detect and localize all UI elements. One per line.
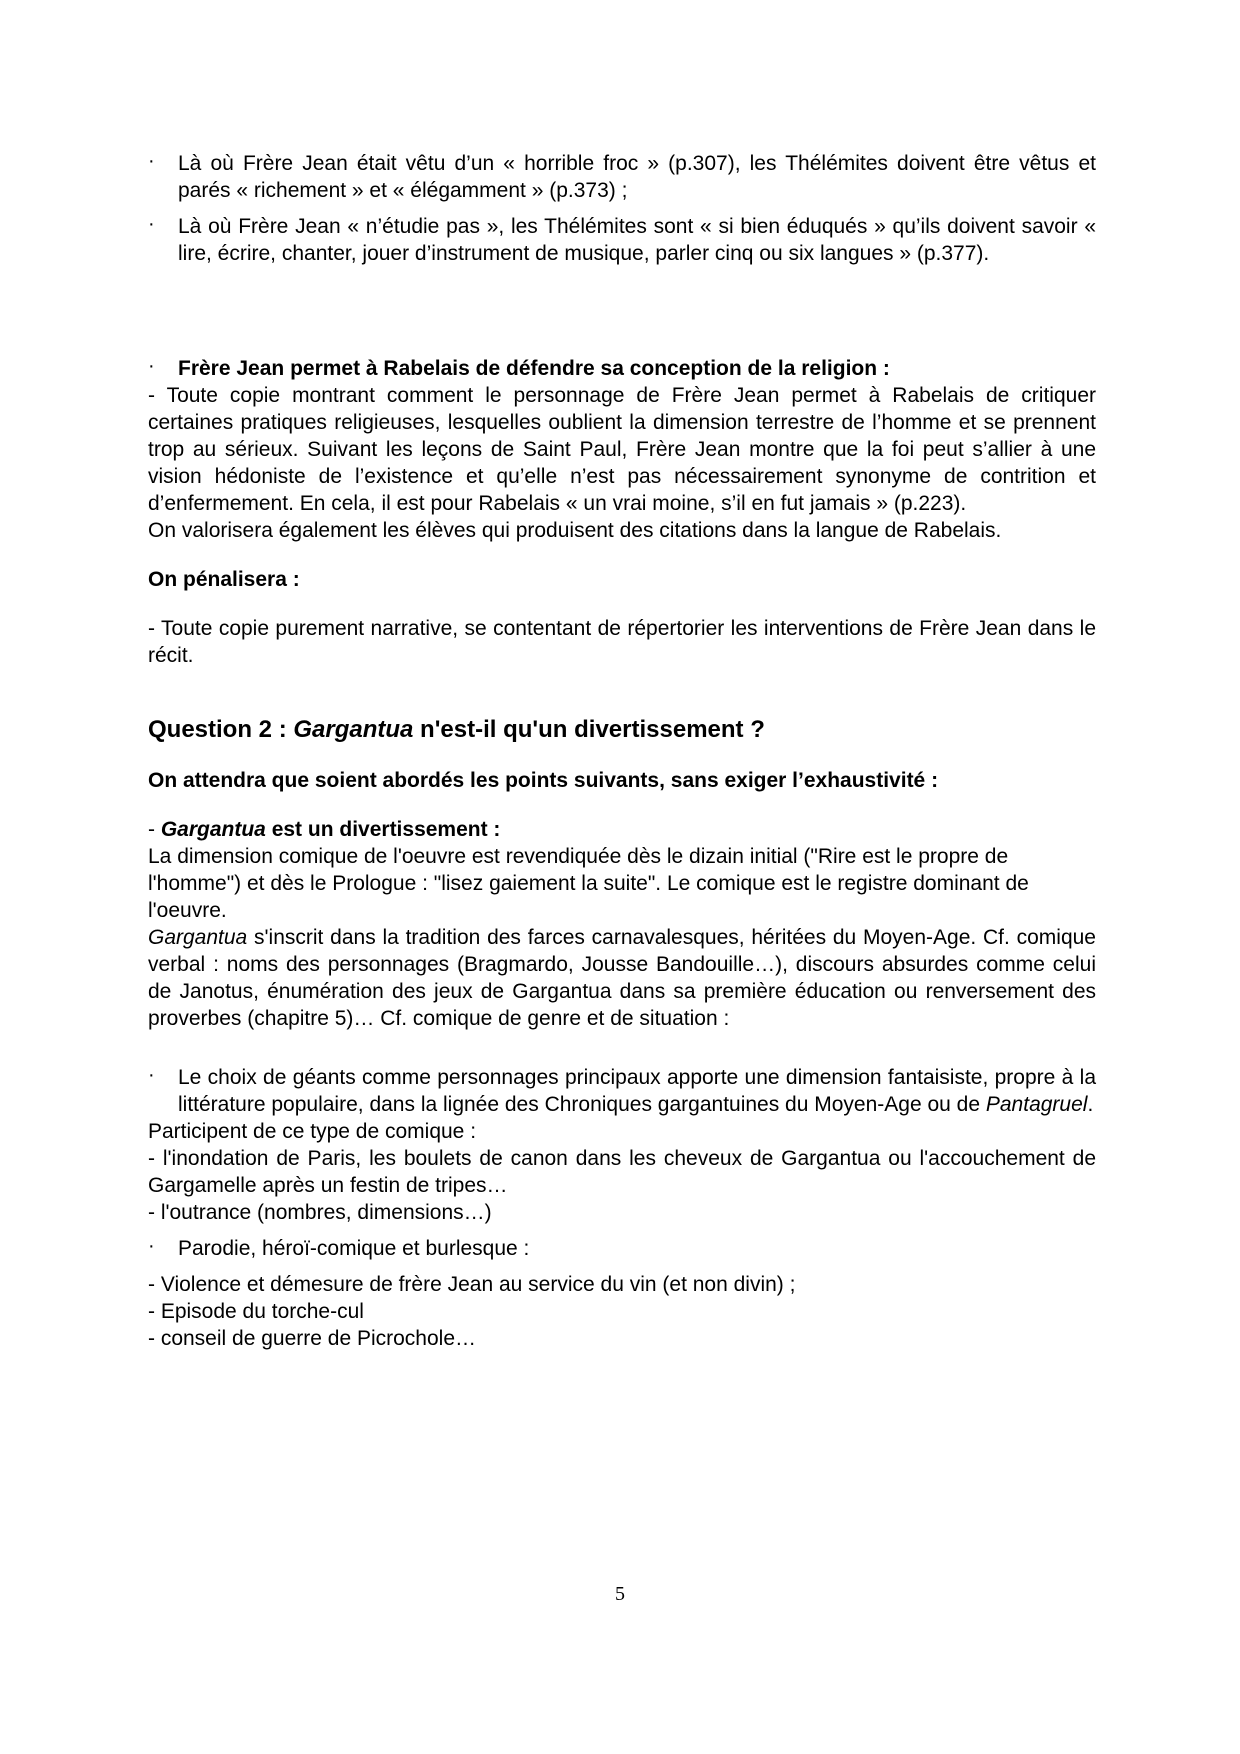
bullet-dot: · [148, 150, 155, 172]
giants-bullet [148, 1064, 1096, 1118]
bullet-item [148, 150, 1096, 204]
parody-line: - Violence et démesure de frère Jean au service du vin (et non divin) ; [148, 1273, 796, 1296]
parody-text: Parodie, héroï-comique et burlesque : [178, 1237, 530, 1260]
divertissement-para-2: Gargantua s'inscrit dans la tradition des farces carnavalesques, héritées du Moyen-Age. Cf. comique verbal : noms des personnages (Bragmardo, Jousse Bandouille…), discours absurdes comme celui de Janotus, énumération des jeux de Gargantua dans sa première éducation ou renversement des proverbes (chapitre 5)… Cf. comique de genre et de situation : [148, 926, 1096, 1030]
bullet-dot: · [148, 213, 155, 235]
bullet-dot: · [148, 1064, 155, 1086]
giants-line: Participent de ce type de comique : [148, 1120, 477, 1143]
religion-extra: On valorisera également les élèves qui produisent des citations dans la langue de Rabelais. [148, 519, 1002, 542]
document-body [148, 150, 1096, 1352]
divertissement-para-1: La dimension comique de l'oeuvre est revendiquée dès le dizain initial ("Rire est le propre de l'homme") et dès le Prologue : "lisez gaiement la suite". Le comique est le registre dominant de l'oeuvre. [148, 845, 1029, 922]
giants-text: Le choix de géants comme personnages principaux apporte une dimension fantaisiste, propre à la littérature populaire, dans la lignée des Chroniques gargantuines du Moyen-Age ou de Pantagruel. [178, 1066, 1096, 1116]
bullet-item [148, 213, 1096, 267]
religion-heading: Frère Jean permet à Rabelais de défendre sa conception de la religion : [178, 357, 890, 380]
bullet-dot: · [148, 1235, 155, 1257]
giants-line: - l'inondation de Paris, les boulets de canon dans les cheveux de Gargantua ou l'accouchement de Gargamelle après un festin de tripes… [148, 1147, 1096, 1197]
penalty-heading: On pénalisera : [148, 568, 300, 591]
divertissement-heading: - Gargantua est un divertissement : [148, 818, 501, 841]
parody-line: - conseil de guerre de Picrochole… [148, 1327, 477, 1350]
bullet-text: Là où Frère Jean était vêtu d’un « horrible froc » (p.307), les Thélémites doivent être vêtus et parés « richement » et « élégamment » (p.373) ; [178, 152, 1096, 202]
page-number: 5 [615, 1583, 625, 1605]
question-2-title: Question 2 : Gargantua n'est-il qu'un divertissement ? [148, 716, 765, 743]
bullet-text: Là où Frère Jean « n’étudie pas », les Thélémites sont « si bien éduqués » qu’ils doivent savoir « lire, écrire, chanter, jouer d’instrument de musique, parler cinq ou six langues » (p.377). [178, 215, 1096, 265]
bullet-dot: · [148, 355, 155, 377]
parody-bullet [148, 1235, 1096, 1262]
religion-heading-item [148, 355, 1096, 382]
expectations-heading: On attendra que soient abordés les points suivants, sans exiger l’exhaustivité : [148, 769, 939, 792]
penalty-text: - Toute copie purement narrative, se contentant de répertorier les interventions de Frère Jean dans le récit. [148, 617, 1096, 667]
parody-line: - Episode du torche-cul [148, 1300, 364, 1323]
giants-line: - l'outrance (nombres, dimensions…) [148, 1201, 492, 1224]
religion-paragraph: - Toute copie montrant comment le personnage de Frère Jean permet à Rabelais de critiquer certaines pratiques religieuses, lesquelles oublient la dimension terrestre de l’homme et se prennent trop au sérieux. Suivant les leçons de Saint Paul, Frère Jean montre que la foi peut s’allier à une vision hédoniste de l’existence et qu’elle n’est pas nécessairement synonyme de contrition et d’enfermement. En cela, il est pour Rabelais « un vrai moine, s’il en fut jamais » (p.223). [148, 384, 1096, 515]
